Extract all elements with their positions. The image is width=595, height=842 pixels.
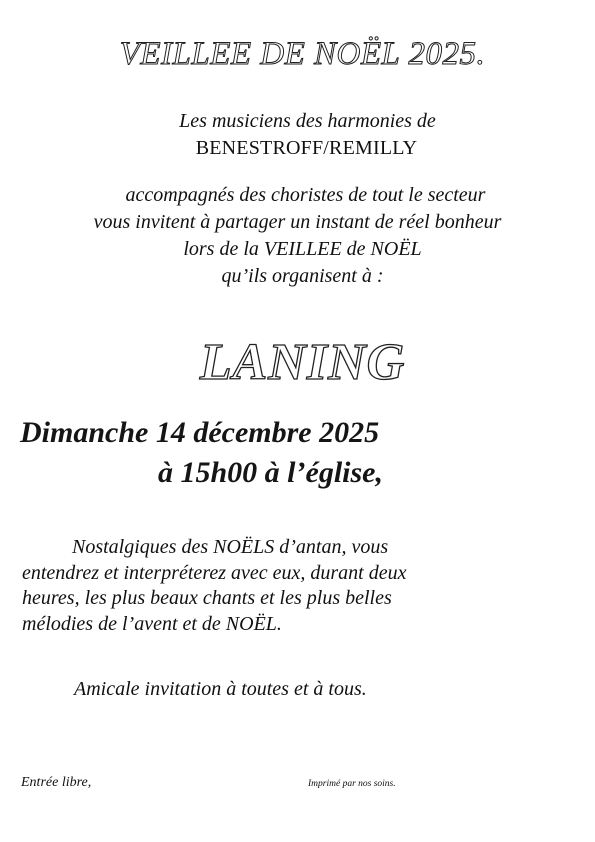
event-time: à 15h00 à l’église, [158, 456, 383, 489]
printed-note: Imprimé par nos soins. [308, 779, 396, 789]
description-line: heures, les plus beaux chants et les plus belles [22, 587, 392, 609]
entry-note: Entrée libre, [21, 775, 92, 790]
description-block [22, 535, 562, 637]
flyer-title: VEILLEE DE NOËL 2025. [119, 36, 486, 72]
invitation-line: vous invitent à partager un instant de réel bonheur [93, 211, 502, 233]
event-date: Dimanche 14 décembre 2025 [20, 416, 380, 449]
description-line: entendrez et interpréterez avec eux, durant deux [22, 561, 407, 584]
event-location: LANING [199, 334, 406, 391]
invitation-line: lors de la VEILLEE de NOËL [183, 238, 422, 260]
invitation-block [0, 182, 595, 290]
description-line: mélodies de l’avent et de NOËL. [22, 612, 282, 635]
description-line: Nostalgiques des NOËLS d’antan, vous [72, 536, 389, 558]
invitation-line: qu’ils organisent à : [221, 265, 384, 287]
intro-line-harmonies: BENESTROFF/REMILLY [195, 137, 418, 159]
invitation-line: accompagnés des choristes de tout le secteur [125, 184, 486, 206]
intro-line-musicians: Les musiciens des harmonies de [179, 110, 436, 132]
closing-invitation: Amicale invitation à toutes et à tous. [74, 678, 367, 700]
intro-block [0, 108, 595, 162]
